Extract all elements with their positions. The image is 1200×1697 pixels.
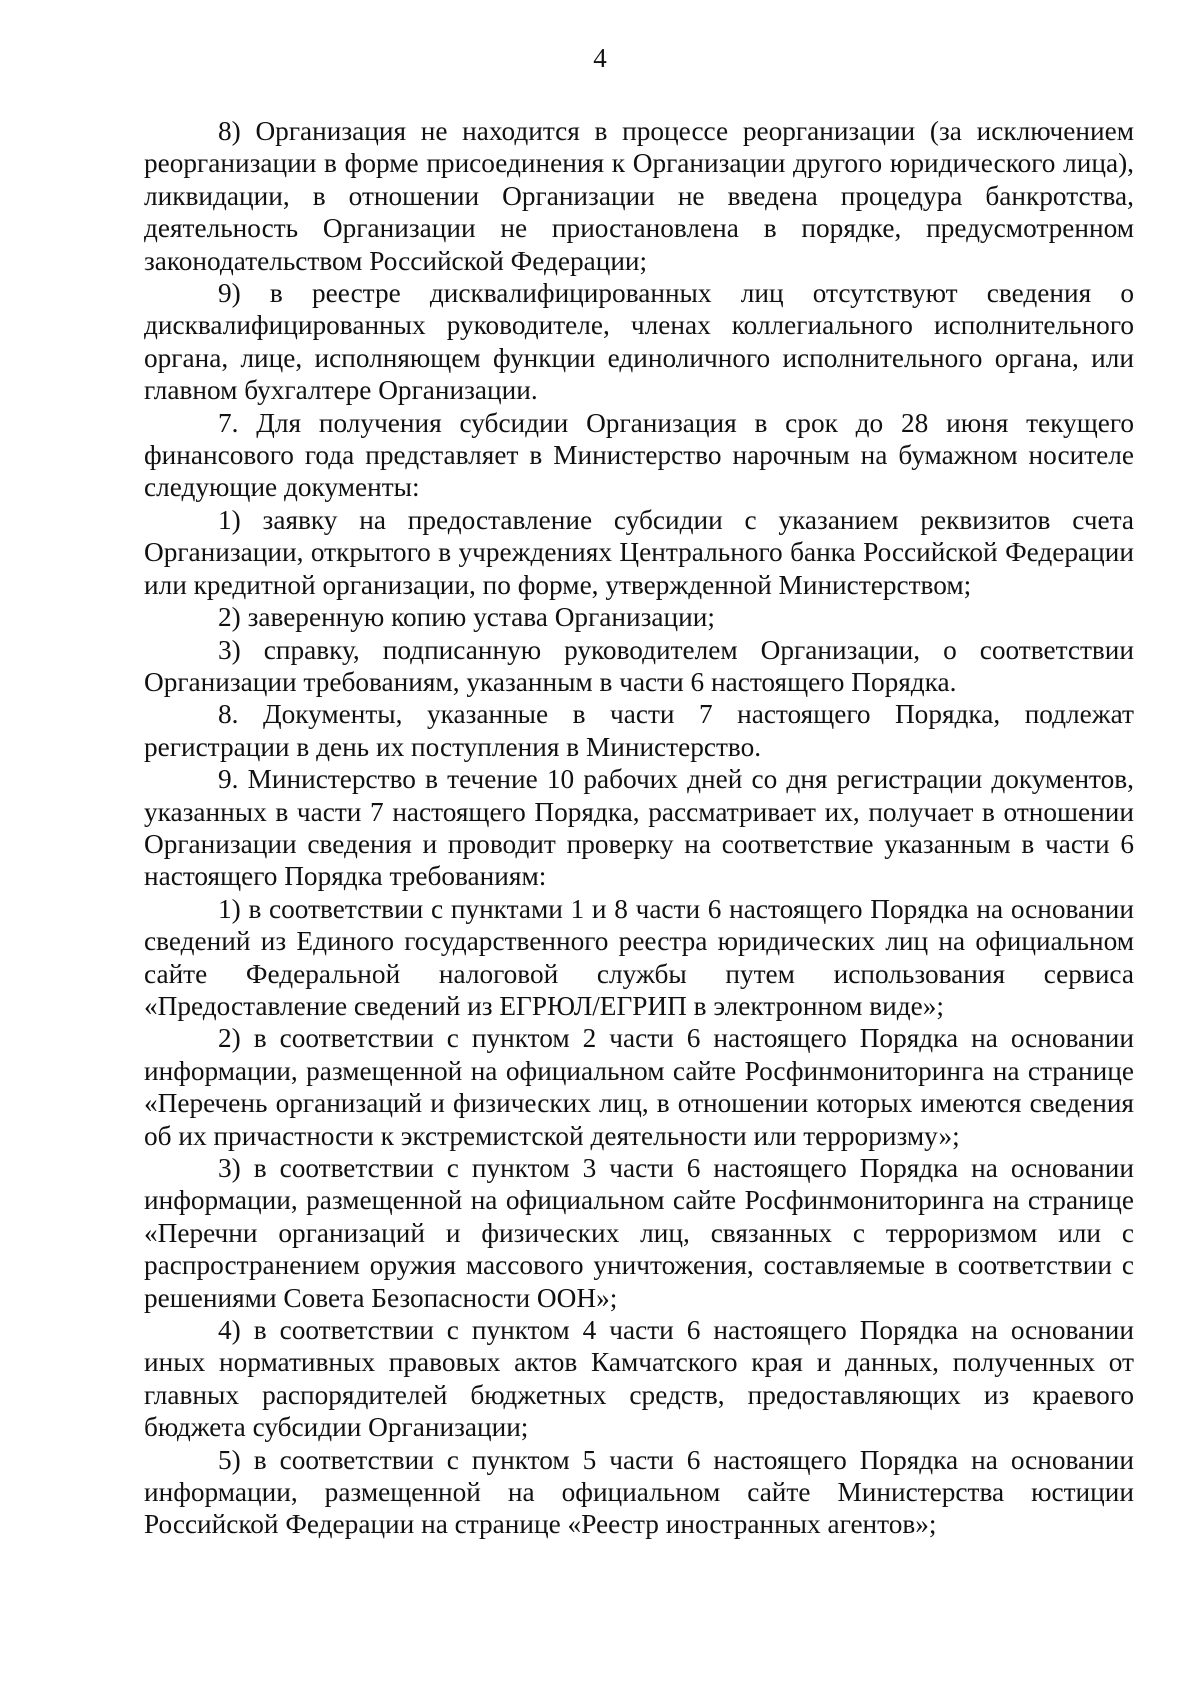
page-number: 4 xyxy=(593,43,607,73)
document-body xyxy=(144,115,1134,1541)
paragraph-part-9-1: 1) в соответствии с пунктами 1 и 8 части 6 настоящего Порядка на основании сведений из Единого государственного реестра юридических лиц на официальном сайте Федеральной налоговой службы путем использования сервиса «Предоставление сведений из ЕГРЮЛ/ЕГРИП в электронном виде»; xyxy=(144,893,1134,1021)
paragraph-part-8: 8. Документы, указанные в части 7 настоящего Порядка, подлежат регистрации в день их поступления в Министерство. xyxy=(144,699,1134,762)
paragraph-part-9: 9. Министерство в течение 10 рабочих дней со дня регистрации документов, указанных в части 7 настоящего Порядка, рассматривает их, получает в отношении Организации сведения и проводит проверку на соответствие указанным в части 6 настоящего Порядка требованиям: xyxy=(144,764,1134,892)
paragraph-part-9-3: 3) в соответствии с пунктом 3 части 6 настоящего Порядка на основании информации, размещенной на официальном сайте Росфинмониторинга на странице «Перечни организаций и физических лиц, связанных с терроризмом или с распространением оружия массового уничтожения, составляемые в соответствии с решениями Совета Безопасности ООН»; xyxy=(144,1153,1134,1313)
paragraph-part-9-5: 5) в соответствии с пунктом 5 части 6 настоящего Порядка на основании информации, размещенной на официальном сайте Министерства юстиции Российской Федерации на странице «Реестр иностранных агентов»; xyxy=(144,1444,1134,1540)
paragraph-part-9-4: 4) в соответствии с пунктом 4 части 6 настоящего Порядка на основании иных нормативных правовых актов Камчатского края и данных, полученных от главных распорядителей бюджетных средств, предоставляющих из краевого бюджета субсидии Организации; xyxy=(144,1315,1134,1443)
paragraph-part-7-3: 3) справку, подписанную руководителем Организации, о соответствии Организации требованиям, указанным в части 6 настоящего Порядка. xyxy=(144,634,1134,697)
paragraph-part-7-1: 1) заявку на предоставление субсидии с указанием реквизитов счета Организации, открытого в учреждениях Центрального банка Российской Федерации или кредитной организации, по форме, утвержденной Министерством; xyxy=(144,504,1134,600)
paragraph-part-9-2: 2) в соответствии с пунктом 2 части 6 настоящего Порядка на основании информации, размещенной на официальном сайте Росфинмониторинга на странице «Перечень организаций и физических лиц, в отношении которых имеются сведения об их причастности к экстремистской деятельности или терроризму»; xyxy=(144,1023,1134,1151)
paragraph-part-7: 7. Для получения субсидии Организация в срок до 28 июня текущего финансового года представляет в Министерство нарочным на бумажном носителе следующие документы: xyxy=(144,407,1134,503)
paragraph-clause-6-8: 8) Организация не находится в процессе реорганизации (за исключением реорганизации в форме присоединения к Организации другого юридического лица), ликвидации, в отношении Организации не введена процедура банкротства, деятельность Организации не приостановлена в порядке, предусмотренном законодательством Российской Федерации; xyxy=(144,116,1134,276)
paragraph-part-7-2: 2) заверенную копию устава Организации; xyxy=(218,602,715,633)
paragraph-clause-6-9: 9) в реестре дисквалифицированных лиц отсутствуют сведения о дисквалифицированных руководителе, членах коллегиального исполнительного органа, лице, исполняющем функции единоличного исполнительного органа, или главном бухгалтере Организации. xyxy=(144,278,1134,406)
